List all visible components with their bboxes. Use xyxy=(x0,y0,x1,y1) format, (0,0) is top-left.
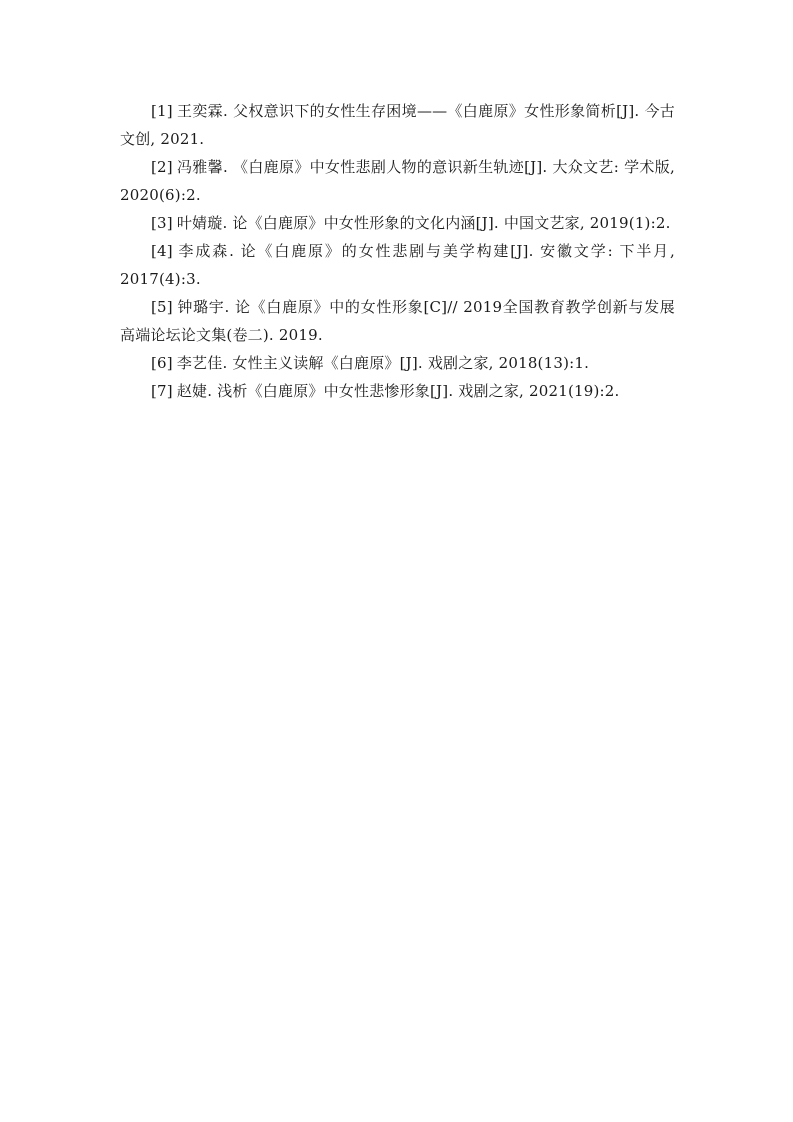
reference-item xyxy=(120,293,675,349)
reference-text: 王奕霖. 父权意识下的女性生存困境——《白鹿原》女性形象简析[J]. 今古文创, 2021. xyxy=(120,102,675,148)
reference-item xyxy=(120,97,675,153)
reference-number: [4] xyxy=(151,242,173,260)
reference-number: [2] xyxy=(151,158,173,176)
reference-item xyxy=(120,377,675,405)
reference-text: 李成森. 论《白鹿原》的女性悲剧与美学构建[J]. 安徽文学: 下半月, 2017(4):3. xyxy=(120,242,675,288)
reference-list xyxy=(120,97,675,405)
reference-number: [1] xyxy=(151,102,173,120)
reference-text: 赵婕. 浅析《白鹿原》中女性悲惨形象[J]. 戏剧之家, 2021(19):2. xyxy=(176,382,620,400)
reference-item xyxy=(120,349,675,377)
reference-item xyxy=(120,237,675,293)
reference-item xyxy=(120,209,675,237)
reference-text: 李艺佳. 女性主义读解《白鹿原》[J]. 戏剧之家, 2018(13):1. xyxy=(176,354,590,372)
reference-item xyxy=(120,153,675,209)
reference-number: [6] xyxy=(151,354,173,372)
reference-number: [3] xyxy=(151,214,173,232)
reference-number: [5] xyxy=(151,298,173,316)
reference-text: 冯雅馨. 《白鹿原》中女性悲剧人物的意识新生轨迹[J]. 大众文艺: 学术版, 2020(6):2. xyxy=(120,158,675,204)
reference-text: 叶婧璇. 论《白鹿原》中女性形象的文化内涵[J]. 中国文艺家, 2019(1):2. xyxy=(176,214,671,232)
reference-text: 钟璐宇. 论《白鹿原》中的女性形象[C]// 2019全国教育教学创新与发展高端论坛论文集(卷二). 2019. xyxy=(120,298,675,344)
reference-number: [7] xyxy=(151,382,173,400)
